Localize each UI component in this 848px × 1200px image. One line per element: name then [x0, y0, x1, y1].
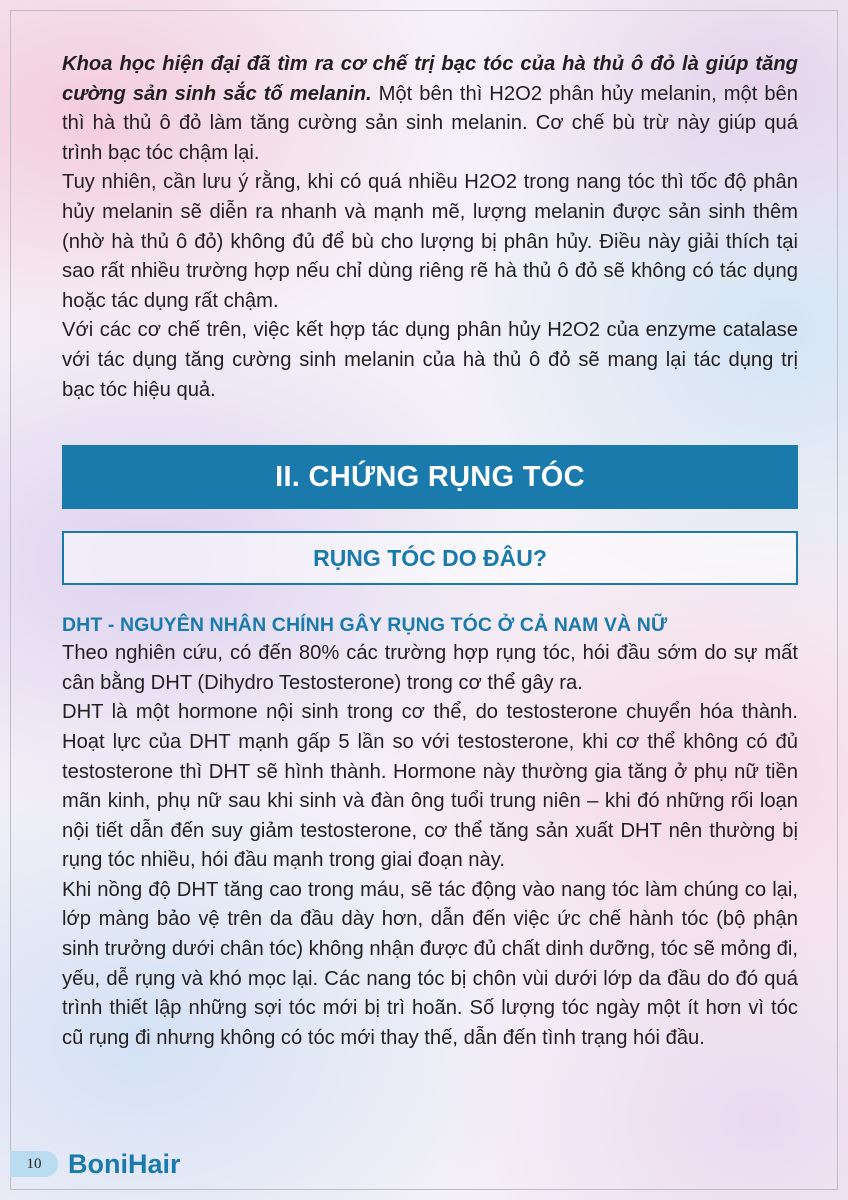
page-number: 10 — [26, 1155, 42, 1172]
page-number-tab — [10, 1151, 58, 1177]
subsection-banner — [62, 531, 798, 585]
page-content — [62, 50, 798, 1053]
body-paragraph-3: Khi nồng độ DHT tăng cao trong máu, sẽ tác động vào nang tóc làm chúng co lại, lớp màng bảo vệ trên da đầu dày hơn, dẫn đến việc ức chế hành tóc (bộ phận sinh trưởng dưới chân tóc) không nhận được đủ chất dinh dưỡng, tóc sẽ mỏng đi, yếu, dễ rụng và khó mọc lại. Các nang tóc bị chôn vùi dưới lớp da đầu do đó quá trình thiết lập những sợi tóc mới bị trì hoãn. Số lượng tóc ngày một ít hơn vì tóc cũ rụng đi nhưng không có tóc mới thay thế, dẫn đến tình trạng hói đầu. — [62, 878, 798, 1049]
intro-paragraph-3: Với các cơ chế trên, việc kết hợp tác dụng phân hủy H2O2 của enzyme catalase với tác dụng tăng cường sinh melanin của hà thủ ô đỏ sẽ mang lại tác dụng trị bạc tóc hiệu quả. — [62, 319, 798, 401]
page-footer — [10, 1148, 181, 1180]
brand-logo: BoniHair — [68, 1148, 181, 1179]
section-title: II. CHỨNG RỤNG TÓC — [275, 460, 585, 493]
body-paragraph-1: Theo nghiên cứu, có đến 80% các trường hợp rụng tóc, hói đầu sớm do sự mất cân bằng DHT (Dihydro Testosterone) trong cơ thể gây ra. — [62, 642, 798, 694]
intro-rest-text: Một bên thì H2O2 phân hủy melanin, một bên thì hà thủ ô đỏ làm tăng cường sản sinh melanin. Cơ chế bù trừ này giúp quá trình bạc tóc chậm lại. — [62, 82, 799, 164]
section-title-banner — [62, 445, 798, 509]
topic-heading: DHT - NGUYÊN NHÂN CHÍNH GÂY RỤNG TÓC Ở CẢ NAM VÀ NỮ — [62, 614, 668, 637]
intro-paragraph-1 — [62, 50, 798, 168]
body-paragraph-2: DHT là một hormone nội sinh trong cơ thể, do testosterone chuyển hóa thành. Hoạt lực của DHT mạnh gấp 5 lần so với testosterone, khi cơ thể không có đủ testosterone thì DHT sẽ hình thành. Hormone này thường gia tăng ở phụ nữ tiền mãn kinh, phụ nữ sau khi sinh và đàn ông tuổi trung niên – khi đó những rối loạn nội tiết dẫn đến suy giảm testosterone, cơ thể tăng sản xuất DHT nên thường bị rụng tóc nhiều, hói đầu mạnh trong giai đoạn này. — [62, 701, 798, 872]
intro-lead-text: Khoa học hiện đại đã tìm ra cơ chế trị bạc tóc của hà thủ ô đỏ là giúp tăng cường sản sinh sắc tố melanin. — [62, 53, 798, 105]
intro-paragraph-2: Tuy nhiên, cần lưu ý rằng, khi có quá nhiều H2O2 trong nang tóc thì tốc độ phân hủy melanin sẽ diễn ra nhanh và mạnh mẽ, lượng melanin được sản sinh thêm (nhờ hà thủ ô đỏ) không đủ để bù cho lượng bị phân hủy. Điều này giải thích tại sao rất nhiều trường hợp nếu chỉ dùng riêng rẽ hà thủ ô đỏ sẽ không có tác dụng hoặc tác dụng rất chậm. — [62, 171, 798, 312]
subsection-title: RỤNG TÓC DO ĐÂU? — [313, 544, 547, 571]
